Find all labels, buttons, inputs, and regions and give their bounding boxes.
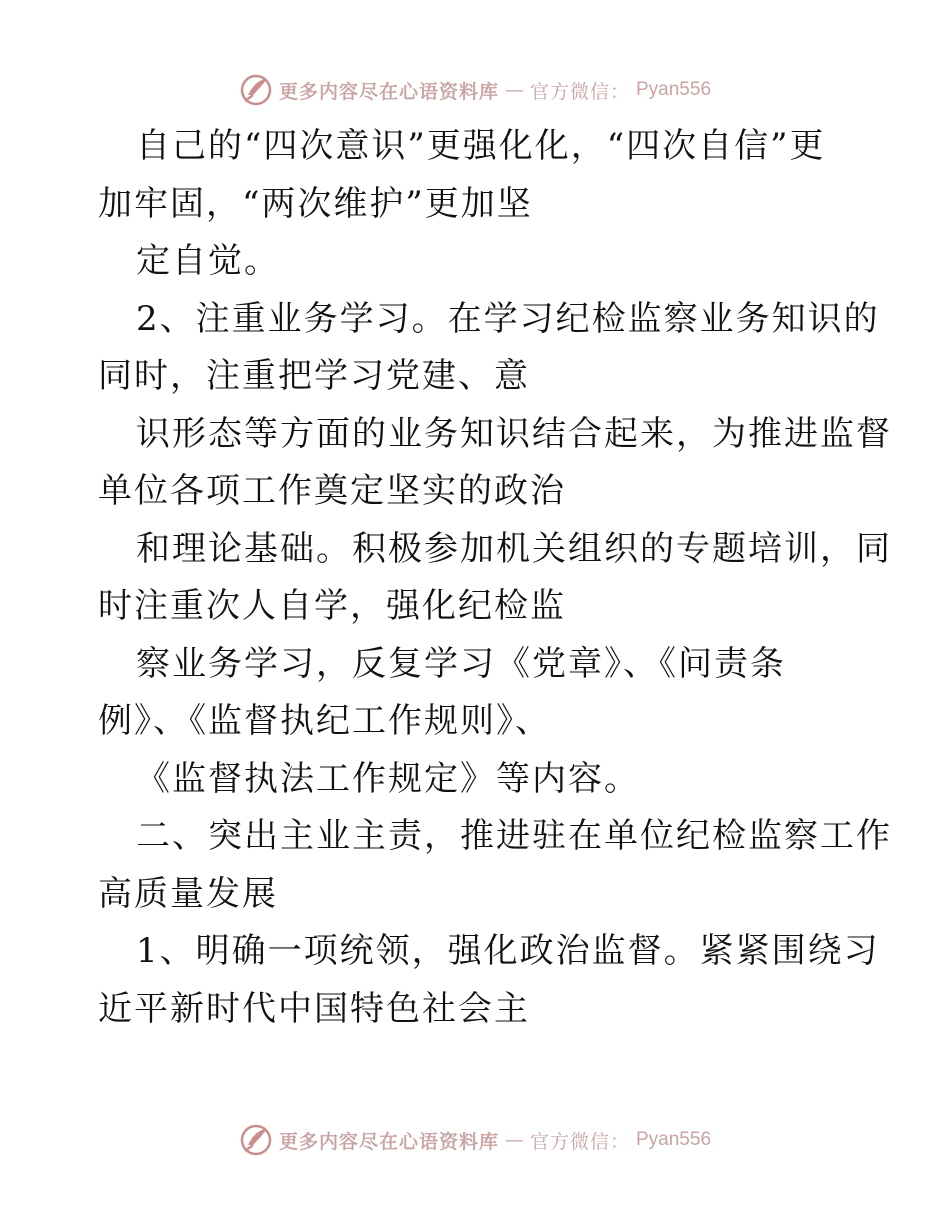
paragraph-line: 同时，注重把学习党建、意 [98,356,530,396]
header-watermark-banner [0,70,950,110]
quill-seal-icon [239,1123,273,1157]
banner-wechat-label: 官方微信： [529,1130,630,1153]
banner-wechat-id: Pyan556 [636,1129,712,1150]
banner-wechat-label: 官方微信： [529,80,630,103]
paragraph-line: 例》、《监督执纪工作规则》、 [98,701,551,741]
paragraph-line: 自己的“四次意识”更强化化，“四次自信”更 [136,126,826,166]
paragraph-line: 2、注重业务学习。在学习纪检监察业务知识的 [136,298,880,339]
paragraph-line: 察业务学习，反复学习《党章》、《问责条 [136,643,786,684]
footer-watermark-banner [0,1120,950,1160]
document-body [98,118,892,1038]
banner-dash: — [504,1129,524,1151]
paragraph-line: 和理论基础。积极参加机关组织的专题培训，同 [136,528,892,569]
paragraph-line: 定自觉。 [136,241,280,281]
paragraph-line: 识形态等方面的业务知识结合起来，为推进监督 [136,413,892,454]
banner-slogan: 更多内容尽在心语资料库 [278,1130,499,1153]
quill-seal-icon [239,73,273,107]
paragraph-line: 《监督执法工作规定》等内容。 [136,758,640,799]
paragraph-line: 二、突出主业主责，推进驻在单位纪检监察工作 [136,816,892,856]
paragraph-line: 近平新时代中国特色社会主 [98,988,530,1029]
paragraph-line: 1、明确一项统领，强化政治监督。紧紧围绕习 [136,931,880,971]
paragraph-line: 加牢固，“两次维护”更加坚 [98,183,533,224]
banner-dash: — [504,79,524,101]
paragraph-line: 时注重次人自学，强化纪检监 [98,586,566,626]
paragraph-line: 单位各项工作奠定坚实的政治 [98,471,566,511]
banner-slogan: 更多内容尽在心语资料库 [278,80,499,103]
banner-wechat-id: Pyan556 [636,79,712,100]
paragraph-line: 高质量发展 [98,873,278,914]
